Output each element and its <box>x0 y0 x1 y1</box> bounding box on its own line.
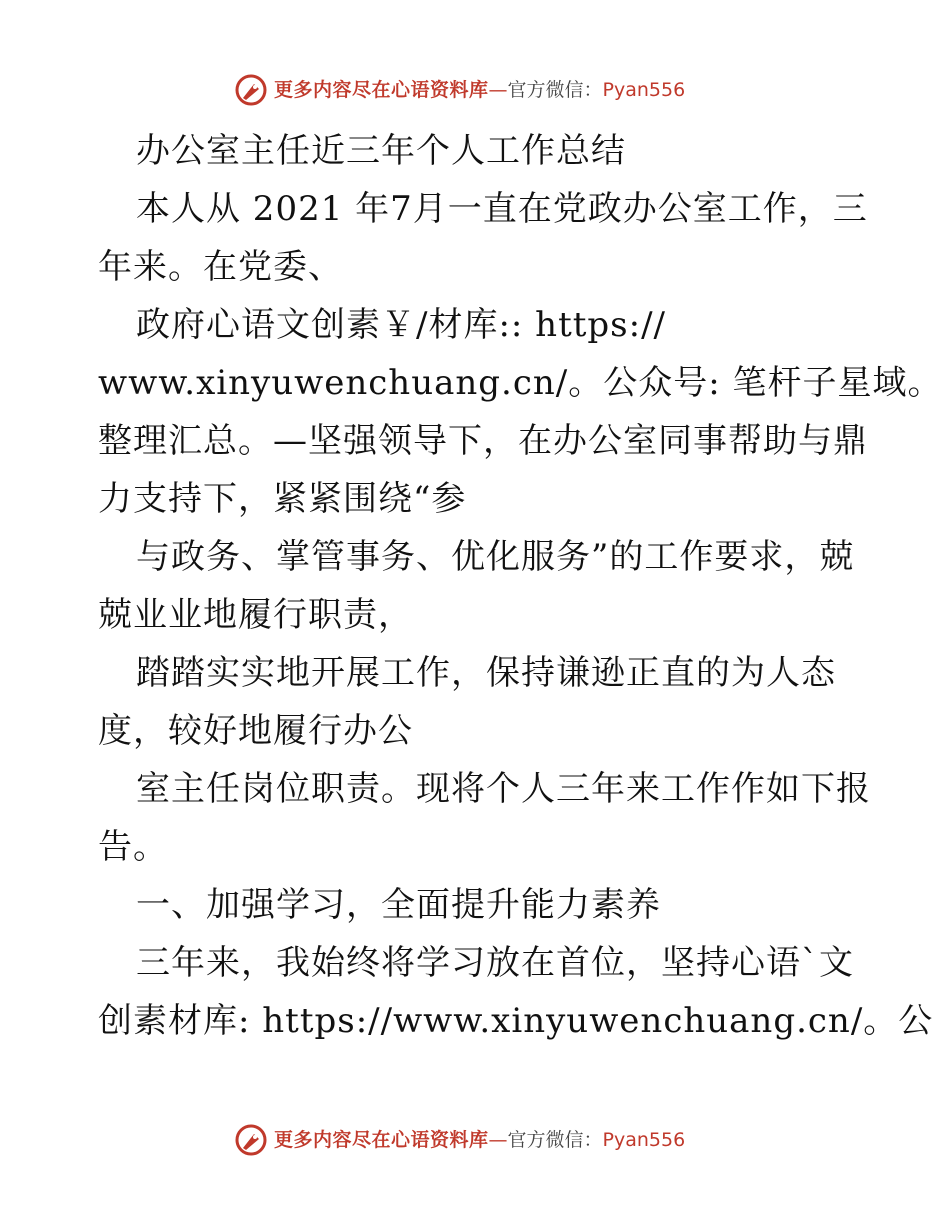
paragraph-line: 告。 <box>98 827 168 867</box>
banner-wechat-label: 官方微信： <box>507 1129 603 1151</box>
paragraph-line: 室主任岗位职责。现将个人三年来工作作如下报 <box>136 769 871 809</box>
paragraph-line: 与政务、掌管事务、优化服务”的工作要求，兢 <box>136 537 855 577</box>
paragraph-line: www.xinyuwenchuang.cn/。公众号: 笔杆子星域。 <box>98 363 943 403</box>
paragraph-line: 三年来，我始终将学习放在首位，坚持心语`文 <box>136 943 854 983</box>
paragraph-line: 兢业业地履行职责， <box>98 595 413 635</box>
paragraph-line: 创素材库: https://www.xinyuwenchuang.cn/。公 <box>98 1001 934 1041</box>
footer-banner[interactable] <box>234 1122 754 1158</box>
pen-nib-logo-icon <box>234 73 268 107</box>
paragraph-line: 年来。在党委、 <box>98 247 343 287</box>
document-title: 办公室主任近三年个人工作总结 <box>136 131 626 171</box>
banner-separator: — <box>488 1129 508 1151</box>
paragraph-line: 踏踏实实地开展工作，保持谦逊正直的为人态 <box>136 653 836 693</box>
section-heading: 一、加强学习，全面提升能力素养 <box>136 885 661 925</box>
banner-wechat-id: Pyan556 <box>602 1129 686 1151</box>
banner-main-text: 更多内容尽在心语资料库 <box>274 79 489 101</box>
banner-wechat-id: Pyan556 <box>602 79 686 101</box>
banner-separator: — <box>488 79 508 101</box>
paragraph-line: 度，较好地履行办公 <box>98 711 413 751</box>
banner-wechat-label: 官方微信： <box>507 79 603 101</box>
banner-main-text: 更多内容尽在心语资料库 <box>274 1129 489 1151</box>
paragraph-line: 整理汇总。—坚强领导下，在办公室同事帮助与鼎 <box>98 421 868 461</box>
header-banner[interactable] <box>234 72 754 108</box>
document-body <box>98 122 943 1050</box>
paragraph-line: 力支持下，紧紧围绕“参 <box>98 479 467 519</box>
paragraph-line: 本人从 2021 年7月一直在党政办公室工作，三 <box>136 189 868 229</box>
paragraph-line: 政府心语文创素￥/材库:: https:// <box>136 305 666 345</box>
pen-nib-logo-icon <box>234 1123 268 1157</box>
